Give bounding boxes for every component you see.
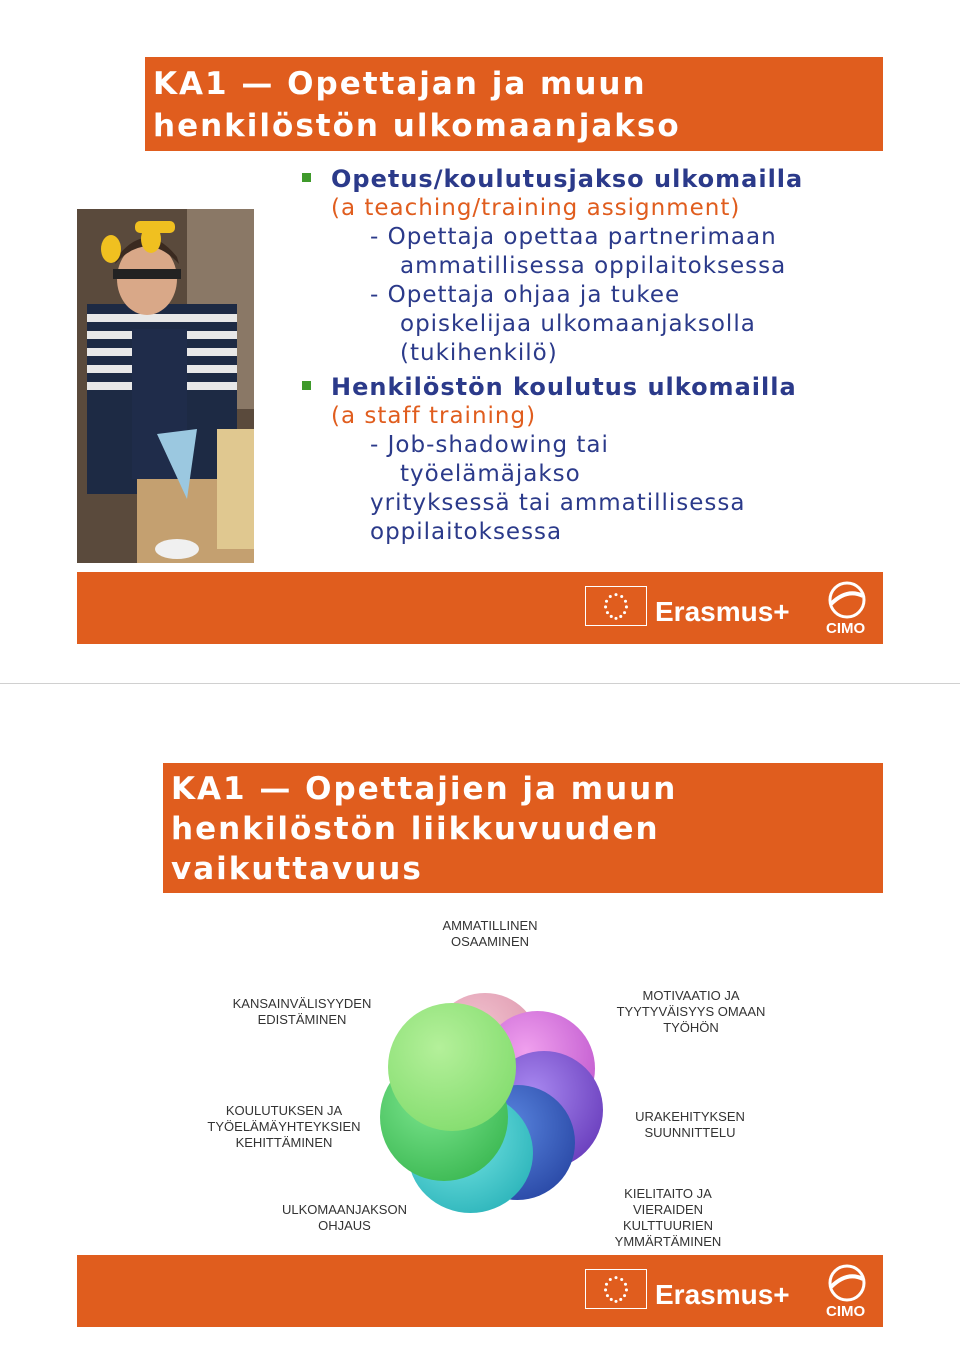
sub-item-line: - Opettaja ohjaa ja tukee <box>370 282 681 308</box>
footer-bar <box>77 1255 883 1327</box>
slide-1 <box>0 0 960 683</box>
sub-item-line: työelämäjakso <box>400 461 581 487</box>
bullet-teaching-english: (a teaching/training assignment) <box>331 195 741 221</box>
sub-item-line: - Job-shadowing tai <box>370 432 609 458</box>
erasmus-logo: Erasmus+ <box>655 1279 790 1310</box>
label-urakehityksen-suunnittelu: URAKEHITYKSEN SUUNNITTELU <box>635 1109 745 1140</box>
eu-flag-icon <box>585 586 647 626</box>
sub-item-line: opiskelijaa ulkomaanjaksolla <box>400 311 756 337</box>
slide-2-title <box>163 763 883 893</box>
label-koulutuksen-tyoelamayhteyksien: KOULUTUKSEN JA TYÖELÄMÄYHTEYKSIEN KEHITTÄMINEN <box>207 1103 361 1150</box>
bullet-square-icon <box>302 173 311 182</box>
title-line-1: KA1 — Opettajien ja muun <box>171 771 678 807</box>
bullet-teaching: Opetus/koulutusjakso ulkomailla <box>300 164 880 194</box>
cimo-logo-text: CIMO <box>826 620 866 637</box>
cimo-logo-text: CIMO <box>826 1303 866 1320</box>
sub-item-line: (tukihenkilö) <box>400 340 558 366</box>
sub-item-line: ammatillisessa oppilaitoksessa <box>400 253 787 279</box>
teacher-photo <box>77 209 254 563</box>
tail-line: yrityksessä tai ammatillisessa <box>370 490 746 516</box>
label-ulkomaanjakson-ohjaus: ULKOMAANJAKSON OHJAUS <box>282 1202 407 1233</box>
label-kielitaito: KIELITAITO JA VIERAIDEN KULTTUURIEN YMMÄRTÄMINEN <box>614 1186 722 1249</box>
title-line-3: vaikuttavuus <box>171 851 423 887</box>
footer-bar <box>77 572 883 644</box>
bullet-staff-training: Henkilöstön koulutus ulkomailla <box>300 372 880 402</box>
impact-circles-diagram <box>370 983 620 1223</box>
slide-2 <box>0 683 960 1367</box>
erasmus-logo: Erasmus+ <box>655 596 790 627</box>
title-line-2: henkilöstön liikkuvuuden <box>171 811 660 847</box>
bullet-staff-training-english: (a staff training) <box>331 403 537 429</box>
title-line-1: KA1 — Opettajan ja muun <box>153 66 647 102</box>
label-ammatillinen-osaaminen: AMMATILLINEN OSAAMINEN <box>442 918 538 949</box>
slide-1-title <box>145 57 883 151</box>
bullet-square-icon <box>302 381 311 390</box>
circle-7 <box>388 1003 516 1131</box>
sub-item-line: - Opettaja opettaa partnerimaan <box>370 224 777 250</box>
slide-1-bullets <box>300 164 880 547</box>
title-line-2: henkilöstön ulkomaanjakso <box>153 108 681 144</box>
label-kansainvalisyyden-edistaminen: KANSAINVÄLISYYDEN EDISTÄMINEN <box>232 996 372 1027</box>
tail-line: oppilaitoksessa <box>370 519 563 545</box>
label-motivaatio: MOTIVAATIO JA TYYTYVÄISYYS OMAAN TYÖHÖN <box>616 988 766 1035</box>
eu-flag-icon <box>585 1269 647 1309</box>
